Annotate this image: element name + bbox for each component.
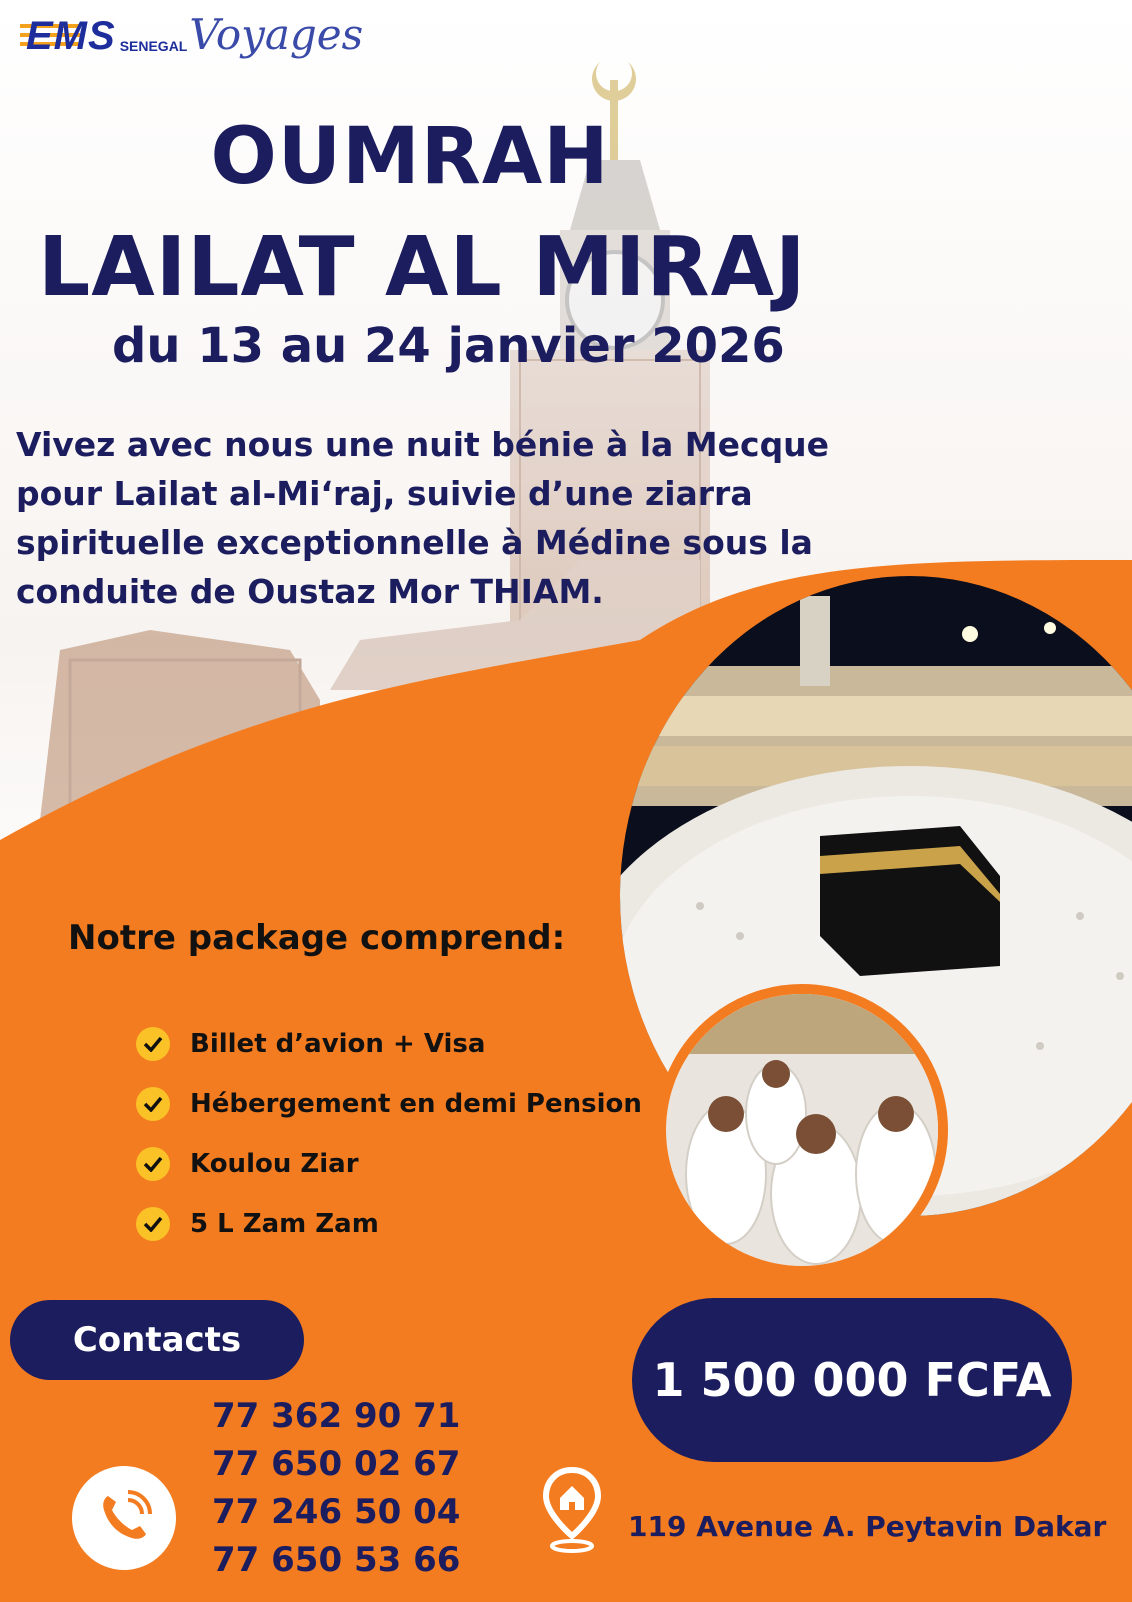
- package-list: [136, 1014, 642, 1254]
- intro-line: pour Lailat al-Mi‘raj, suivie d’une ziarra: [16, 474, 753, 513]
- title-lailat-al-miraj: LAILAT AL MIRAJ: [38, 220, 807, 315]
- check-icon: [136, 1147, 170, 1181]
- package-item-label: Koulou Ziar: [190, 1149, 359, 1179]
- location-icon: [540, 1466, 604, 1559]
- address-text: 119 Avenue A. Peytavin Dakar: [628, 1510, 1107, 1543]
- ems-voyages-logo: [26, 10, 364, 59]
- logo-ems-text: EMS: [26, 14, 116, 58]
- pilgrims-photo: [656, 984, 948, 1276]
- intro-text: [16, 420, 896, 616]
- package-item: [136, 1134, 642, 1194]
- intro-line: conduite de Oustaz Mor THIAM.: [16, 572, 604, 611]
- package-item-label: Billet d’avion + Visa: [190, 1029, 486, 1059]
- phone-list: [212, 1392, 460, 1584]
- check-icon: [136, 1207, 170, 1241]
- title-oumrah: OUMRAH: [210, 112, 610, 202]
- phone-number[interactable]: 77 650 02 67: [212, 1444, 461, 1484]
- check-icon: [136, 1027, 170, 1061]
- contacts-badge: Contacts: [10, 1300, 304, 1380]
- intro-line: Vivez avec nous une nuit bénie à la Mecque: [16, 425, 830, 464]
- phone-icon: [72, 1466, 176, 1570]
- logo-voyages-text: Voyages: [189, 10, 364, 59]
- phone-number[interactable]: 77 246 50 04: [212, 1492, 461, 1532]
- phone-number[interactable]: 77 362 90 71: [212, 1396, 461, 1436]
- package-item: [136, 1074, 642, 1134]
- logo-senegal-text: SENEGAL: [119, 38, 188, 54]
- phone-number[interactable]: 77 650 53 66: [212, 1540, 461, 1580]
- intro-line: spirituelle exceptionnelle à Médine sous la: [16, 523, 813, 562]
- check-icon: [136, 1087, 170, 1121]
- package-item-label: Hébergement en demi Pension: [190, 1089, 642, 1119]
- package-title: Notre package comprend:: [68, 918, 566, 958]
- package-item-label: 5 L Zam Zam: [190, 1209, 379, 1239]
- package-item: [136, 1014, 642, 1074]
- trip-dates: du 13 au 24 janvier 2026: [112, 318, 785, 374]
- price-badge: 1 500 000 FCFA: [632, 1298, 1072, 1462]
- package-item: [136, 1194, 642, 1254]
